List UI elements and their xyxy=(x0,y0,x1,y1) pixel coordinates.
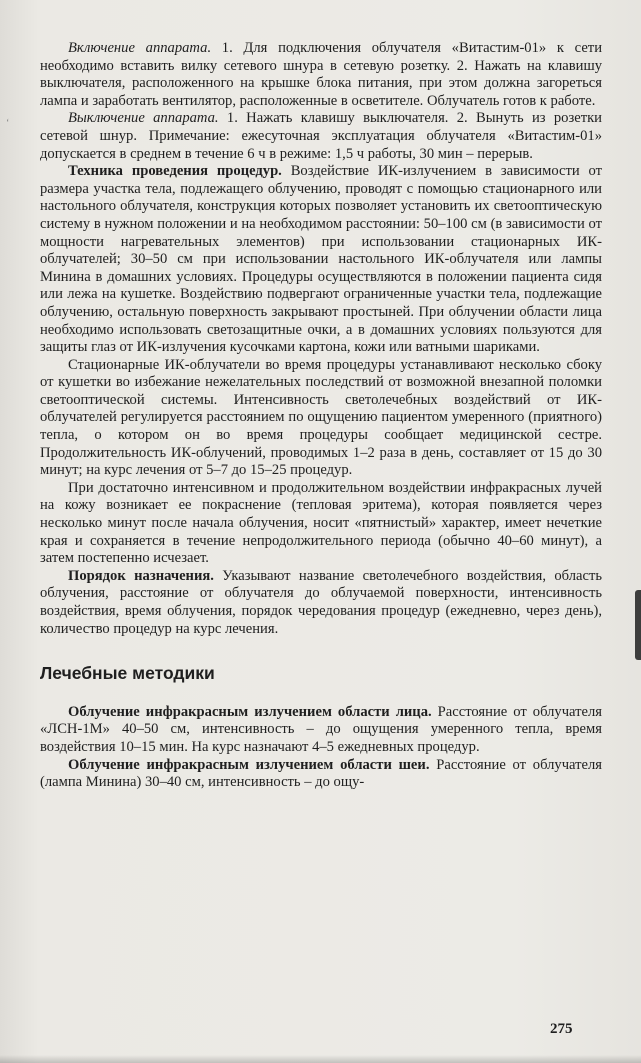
paragraph-stationary: Стационарные ИК-облучатели во время процедуры устанавливают несколько сбоку от кушетки во избежание нежелательных последствий от возможной внезапной поломки светооптической системы. Интенсивность светолечебных воздействий от ИК-облучателей регулируется расстоянием по ощущению пациентом умеренного (приятного) тепла, о котором он во время процедуры сообщает медицинской сестре. Продолжительность ИК-облучений, проводимых 1–2 раза в день, составляет от 15 до 30 минут; на курс лечения от 5–7 до 15–25 процедур. xyxy=(40,356,602,479)
power-off-label: Выключение аппарата. xyxy=(68,110,219,127)
text-column xyxy=(40,40,602,792)
prescription-text: Указывают название светолечебного воздействия, область облучения, расстояние от облучателя до облучаемой поверхности, интенсивность воздействия, время облучения, порядок чередования процедур (ежедневно, через день), количество процедур на курс лечения. xyxy=(40,567,603,637)
technique-label: Техника проведения процедур. xyxy=(68,163,282,180)
method-neck-text: Расстояние от облучателя (лампа Минина) 30–40 см, интенсивность – до ощу- xyxy=(40,756,603,791)
method-neck xyxy=(40,757,602,792)
page-edge-tab xyxy=(635,590,641,660)
method-face xyxy=(40,704,602,757)
power-on-text: 1. Для подключения облучателя «Витастим-01» к сети необходимо вставить вилку сетевого шнура в сетевую розетку. 2. Нажать на клавишу выключателя, расположенного на крышке блока питания, при этом должна загореться лампа и заработать вентилятор, расположенные в осветителе. Облучатель готов к работе. xyxy=(40,40,602,109)
paragraph-power-off xyxy=(40,110,602,163)
paragraph-prescription xyxy=(40,568,602,638)
method-neck-label: Облучение инфракрасным излучением области шеи. xyxy=(68,756,430,773)
technique-text: Воздействие ИК-излучением в зависимости от размера участка тела, подлежащего облучению, проводят с помощью стационарного или настольного облучателя, конструкция которых позволяет установить их светооптическую систему в нужном положении и на необходимом расстоянии: 50–100 см (в зависимости от мощности нагревательных элементов) при использовании стационарных ИК-облучателей; 30–50 см при использовании настольного ИК-облучателя или лампы Минина в домашних условиях. Процедуры осуществляются в положении пациента сидя или лежа на кушетке. Воздействию подвергают ограниченные участки тела, подлежащие облучению, остальную поверхность закрывают простыней. При облучении области лица необходимо использовать светозащитные очки, а в домашних условиях пользуются для защиты глаз от ИК-излучения кусочками картона, кожи или ватными шариками. xyxy=(40,163,603,356)
method-face-text: Расстояние от облучателя «ЛСН-1М» 40–50 см, интенсивность – до ощущения умеренного тепла, время воздействия 10–15 мин. На курс назначают 4–5 ежедневных процедур. xyxy=(40,703,602,755)
power-off-text: 1. Нажать клавишу выключателя. 2. Вынуть из розетки сетевой шнур. Примечание: ежесуточная эксплуатация облучателя «Витастим-01» допускается в среднем в течение 6 ч в режиме: 1,5 ч работы, 30 мин – перерыв. xyxy=(40,110,602,162)
bottom-shadow xyxy=(0,1055,641,1063)
power-on-label: Включение аппарата. xyxy=(68,40,212,56)
section-heading: Лечебные методики xyxy=(40,663,215,684)
method-face-label: Облучение инфракрасным излучением области лица. xyxy=(68,703,432,720)
page-number: 275 xyxy=(550,1021,573,1037)
paragraph-technique xyxy=(40,163,602,357)
paragraph-power-on xyxy=(40,40,602,110)
paragraph-erythema: При достаточно интенсивном и продолжительном воздействии инфракрасных лучей на кожу возникает ее покраснение (тепловая эритема), которая появляется через несколько минут после начала облучения, носит «пятнистый» характер, имеет нечеткие края и сохраняется в течение непродолжительного периода (обычно 40–60 минут), а затем постепенно исчезает. xyxy=(40,479,602,567)
prescription-label: Порядок назначения. xyxy=(68,567,214,584)
margin-mark: ‘ xyxy=(6,118,10,129)
